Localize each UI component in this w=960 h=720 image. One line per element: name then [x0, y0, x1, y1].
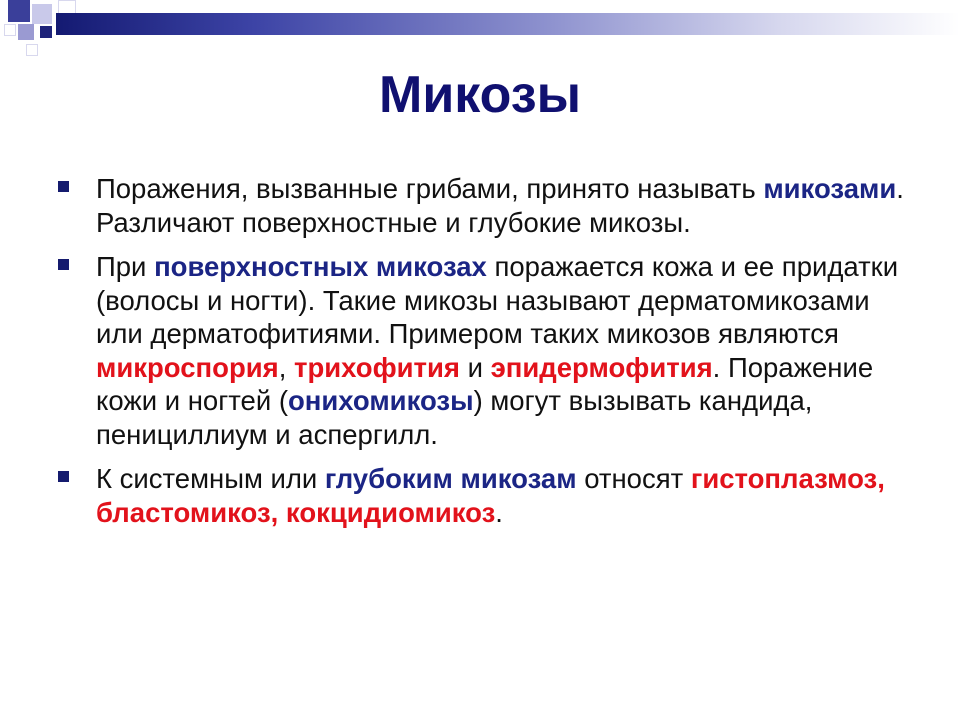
bullet-item	[56, 462, 916, 529]
decorative-square	[40, 26, 52, 38]
bullet-text: При поверхностных микозах поражается кожа и ее придатки (волосы и ногти). Такие микозы называют дерматомикозами или дерматофитиями. Примером таких микозов являются микроспория, трихофития и эпидермофития. Поражение кожи и ногтей (онихомикозы) могут вызывать кандида, пенициллиум и аспергилл.	[96, 251, 899, 450]
keyword-red: эпидермофития	[490, 351, 713, 383]
keyword-red: гистоплазмоз, бластомикоз, кокцидиомикоз	[96, 463, 885, 528]
bullet-list	[56, 172, 916, 540]
bullet-text: Поражения, вызванные грибами, принято называть микозами. Различают поверхностные и глубокие микозы.	[96, 173, 904, 238]
keyword-blue: микозами	[763, 173, 897, 204]
square-bullet-icon	[58, 471, 69, 482]
square-bullet-icon	[58, 259, 69, 270]
bullet-item	[56, 250, 916, 451]
header-gradient-bar	[56, 13, 960, 35]
slide-title: Микозы	[379, 66, 581, 124]
decorative-square	[32, 4, 52, 24]
square-bullet-icon	[58, 181, 69, 192]
decorative-square	[26, 44, 38, 56]
keyword-blue: глубоким микозам	[324, 463, 577, 494]
decorative-square	[8, 0, 30, 22]
bullet-text: К системным или глубоким микозам относят гистоплазмоз, бластомикоз, кокцидиомикоз.	[96, 463, 885, 528]
keyword-blue: поверхностных микозах	[154, 251, 487, 282]
bullet-item	[56, 172, 916, 239]
decorative-square	[18, 24, 34, 40]
decorative-square	[4, 24, 16, 36]
keyword-red: микроспория	[96, 351, 279, 383]
keyword-blue: онихомикозы	[287, 385, 474, 416]
keyword-red: трихофития	[293, 351, 460, 383]
